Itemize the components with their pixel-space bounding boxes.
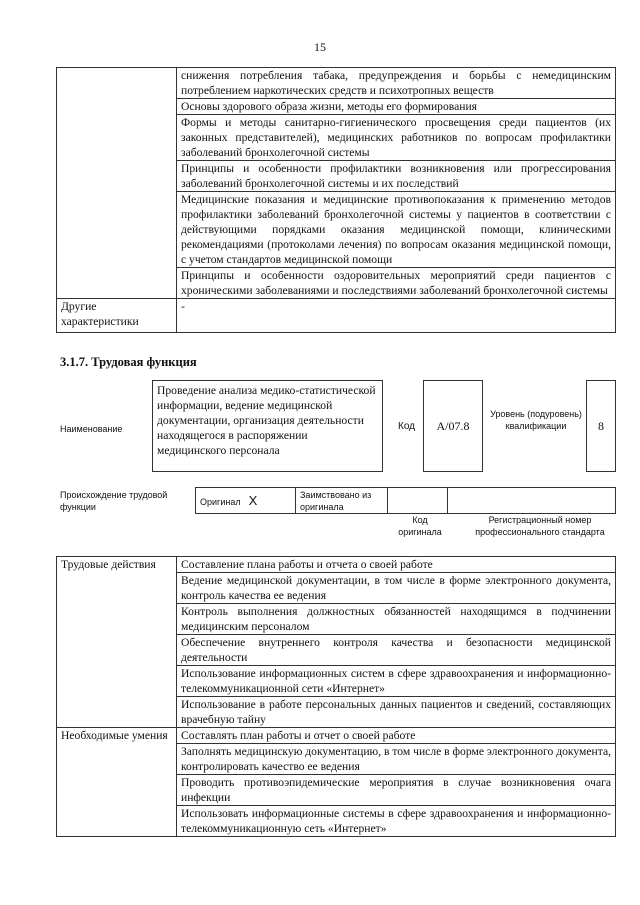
table-cell: Принципы и особенности оздоровительных мероприятий среди пациентов с хроническими заболеваниями и последствиями заболеваний бронхолегочной системы (177, 268, 616, 299)
qualification-level-box: 8 (586, 380, 616, 472)
table-cell: Использование информационных систем в сфере здравоохранения и информационно-телекоммуникационной сети «Интернет» (177, 666, 616, 697)
original-mark: X (248, 492, 258, 508)
table-cell: Проводить противоэпидемические мероприятия в случае возникновения очага инфекции (177, 775, 616, 806)
table-cell: Использовать информационные системы в сфере здравоохранения и информационно-телекоммуникационную сеть «Интернет» (177, 806, 616, 837)
table-cell: Составлять план работы и отчет о своей работе (177, 728, 616, 744)
table-cell: Принципы и особенности профилактики возникновения или прогрессирования заболеваний бронхолегочной системы и их последствий (177, 161, 616, 192)
table-cell: Составление плана работы и отчета о своей работе (177, 557, 616, 573)
table-row (57, 299, 616, 333)
table-cell: - (177, 299, 616, 333)
original-code-cell (388, 488, 448, 514)
table-cell: Использование в работе персональных данных пациентов и сведений, составляющих врачебную тайну (177, 697, 616, 728)
original-label: Оригинал (200, 496, 241, 507)
original-cell (196, 488, 296, 514)
table-cell: снижения потребления табака, предупреждения и борьбы с немедицинским потреблением наркотических средств и психотропных веществ (177, 68, 616, 99)
code-caption: Код оригинала (398, 515, 442, 537)
borrowed-label: Заимствовано из оригинала (296, 488, 388, 514)
page-number: 15 (314, 40, 326, 54)
registration-caption: Регистрационный номер профессионального стандарта (475, 515, 605, 537)
origin-label: Происхождение трудовой функции (60, 490, 168, 512)
row-label: Другие характеристики (57, 299, 177, 333)
table-cell: Формы и методы санитарно-гигиенического просвещения среди пациентов (их законных представителей), медицинских работников по вопросам профилактики заболеваний бронхолегочной системы (177, 115, 616, 161)
name-label: Наименование (60, 424, 123, 434)
table-row (57, 728, 616, 744)
code-label: Код (398, 421, 416, 432)
table-cell: Заполнять медицинскую документацию, в том числе в форме электронного документа, контролировать качество ее ведения (177, 744, 616, 775)
table-cell: Ведение медицинской документации, в том числе в форме электронного документа, контроль качества ее ведения (177, 573, 616, 604)
row-label (57, 68, 177, 299)
table-cell: Обеспечение внутреннего контроля качества и безопасности медицинской деятельности (177, 635, 616, 666)
table-cell: Основы здорового образа жизни, методы его формирования (177, 99, 616, 115)
section-heading: 3.1.7. Трудовая функция (60, 355, 197, 369)
competencies-table (56, 67, 616, 333)
table-row (57, 557, 616, 573)
origin-table (195, 487, 616, 514)
table-row (57, 68, 616, 99)
table-cell: Контроль выполнения должностных обязанностей находящимся в подчинении медицинским персоналом (177, 604, 616, 635)
row-label: Необходимые умения (57, 728, 177, 837)
level-label: Уровень (подуровень) квалификации (490, 409, 582, 431)
registration-number-cell (448, 488, 616, 514)
table-cell: Медицинские показания и медицинские противопоказания к применению методов профилактики заболеваний бронхолегочной системы у пациентов в соответствии с действующими порядками оказания медицинской помощи, клиническими рекомендациями (протоколами лечения) по вопросам оказания медицинской помощи, с учетом стандартов медицинской помощи (177, 192, 616, 268)
function-name-box: Проведение анализа медико-статистической информации, ведение медицинской документации, организация деятельности находящегося в распоряжении медицинского персонала (152, 380, 383, 472)
labor-actions-table (56, 556, 616, 837)
function-code-box: A/07.8 (423, 380, 483, 472)
row-label: Трудовые действия (57, 557, 177, 728)
